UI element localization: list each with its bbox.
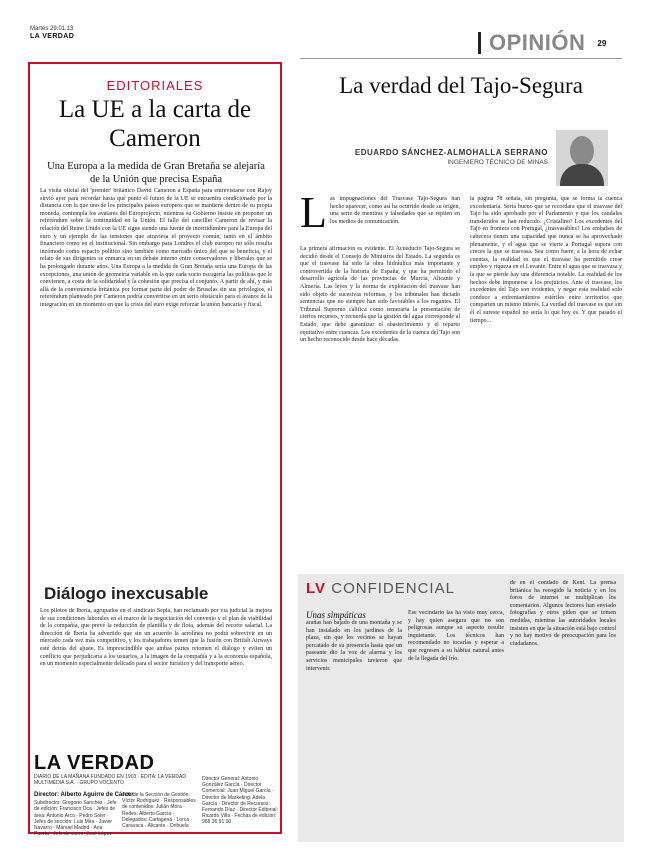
page-number: 29 <box>597 38 607 48</box>
article-column-1: La primera afirmación es evidente. El Acueducto Tajo-Segura se decidió desde el Consejo de Ministros del Estado. La segunda es que el trasvase ha sido la obra hidráulica más importante y controvertida de la historia de España, y que ha permitido el desarrollo agrícola de las provincias de Murcia, Alicante y Almería. Las leyes y la norma de explotación del trasvase han sido objeto de sucesivas reformas, y los tribunales han dictado sentencias que no siempre han sido favorables a los regantes. El Tribunal Supremo califica como temeraria la presentación de ciertos recursos, y recuerda que la gestión del agua corresponde al Estado, que debe garantizar el abastecimiento y el reparto equitativo entre cuencas. Los excedentes de la cuenca del Tajo son un hecho reconocido desde hace décadas. <box>300 246 460 344</box>
editorial-subheading: Diálogo inexcusable <box>44 584 209 603</box>
editorial-title: La UE a la carta de Cameron <box>58 96 252 152</box>
masthead-paper: LA VERDAD <box>30 32 75 40</box>
director-line: Director: Alberto Aguirre de Cárcer <box>34 792 134 798</box>
author-photo <box>556 130 608 186</box>
credits-col-1 <box>34 792 134 838</box>
confidencial-label: CONFIDENCIAL <box>331 580 455 597</box>
confidencial-brand <box>306 580 455 597</box>
confidencial-column-2: Ese vecindario las ha visto muy cerca, y hay quien asegura que no son peligrosas aunque su aspecto resulte inquietante. Los técnicos han recomendado no tocarlas y esperar a que regresen a su hábitat natural antes de la llegada del frío. <box>408 610 504 662</box>
section-name: OPINIÓN <box>489 30 586 55</box>
author-photo-body <box>560 164 604 186</box>
editorial-body: La visita oficial del 'premier' británico David Cameron a España para entrevistarse con Rajoy sirvió ayer para recordar hasta qué punto el futuro de la UE se encuentra condicionado por la distancia con la que uno de los principales países europeos que se mantiene dentro de su propia moneda, contempla los avatares del Europrojecto, mientras su Gobierno insiste en proponer un referéndum sobre la continuidad en la Unión. El fallo del canciller Cameron de revisar la relación del Reino Unido con la UE sigue siendo una fuente de incertidumbre para la Europa del euro y un ejemplo de las tensiones que atraviesa el proyecto común, tanto en el ámbito financiero como en el institucional. Sin embargo para Londres el club europeo no sólo resulta incómodo como espacio político sino también como mercado único del que se beneficia, y el relato de sus dirigentes se enmarca en un debate interno entre conservadores y liberales que se ha prolongado durante años. Una Europa a la medida de Gran Bretaña sería una Europa de las excepciones, una unión de geometría variable en la que cada socio escogería las políticas que le convienen, a costa de la solidaridad y la cohesión que precisa el conjunto. A partir de ahí, y más allá de la conveniencia británica por formar parte del poder de Bruselas sin sus privilegios, el referéndum planteado por Cameron podría convertirse en un serio obstáculo para el avance de la integración en un momento en que la crisis del euro exige reforzar la unión bancaria y fiscal. <box>40 188 272 308</box>
confidencial-heading: Unas simpáticas <box>306 610 366 620</box>
section-bar <box>478 32 481 54</box>
article-title: La verdad del Tajo-Segura <box>339 73 583 98</box>
editorial-subtitle: Una Europa a la medida de Gran Bretaña se alejaría de la Unión que precisa España <box>47 161 265 186</box>
credits-col-3: Director General: Antonio González García · Director Comercial: Juan Miguel García · Director de Marketing: Adela García · Director de Recursos: Fernando Díaz · Director Editorial: Ricardo Villa · Fechas de edición: 968 36 91 00 <box>202 776 278 826</box>
credits-text-1: Subdirector: Gregorio Sanchéz · Jefe de edición: Francisco Oca · Jefes de área: Antonio Arco · Pedro Soler · Jefes de sección: Luis Mira · Javier Navarro · Manuel Madrid · Ana Puerta · Jefe de cierre: José López <box>34 800 117 838</box>
editorial-body-2: Los pilotos de Iberia, agrupados en el sindicato Sepla, han reclamado por vía judicial la mejora de sus condiciones laborales en el marco de la negociación del convenio y el plan de viabilidad de la compañía, que prevé la reducción de plantilla y de flota, además del recorte salarial. La dirección de Iberia ha advertido que sin un acuerdo la aerolínea no podrá sobrevivir en un mercado cada vez más competitivo, y los trabajadores temen que la fusión con British Airways esté detrás del ajuste. Es imprescindible que ambas partes retomen el diálogo y eviten un conflicto que perjudicaría a los usuarios, a la imagen de la compañía y a la economía española, en un momento especialmente delicado para el sector turístico y del transporte aéreo. <box>40 608 272 668</box>
author-photo-head <box>570 136 594 166</box>
masthead <box>30 26 74 41</box>
section-header <box>478 30 628 56</box>
article-author: EDUARDO SÁNCHEZ-ALMOHALLA SERRANO <box>354 148 548 157</box>
article-column-2: la página 78 señala, sin pregunta, que se forma la cuenca excedentaria. Sería bueno que se recordara que el trasvase del Tajo ha sido aprobado por el Parlamento y que los caudales transferidos se han reducido. ¿Cristalino? Los excedentes del Tajo en frontera con Portugal, ¿trasvasables? Los embalses de cabecera tienen una capacidad que nunca se ha aprovechado plenamente, y el agua que se vierte a Portugal supera con creces la que se trasvasa. Sea como fuere, a la hora de echar cuentas, la realidad es que el trasvase ha permitido crear empleo y riqueza en el Levante. Entre el agua que se trasvasa y la que se pierde hay una diferencia notable. La realidad de los hechos debe imponerse a los prejuicios. Ante el trasvase, los excedentes del Tajo son evidentes, y negar esta realidad solo conduce a enfrentamientos estériles entre territorios que comparten un mismo interés. La verdad del trasvase es que sin él el sureste español no sería lo que hoy es. Y que pasado el tiempo... <box>470 196 622 324</box>
confidencial-text-1: arañas han bajado de una montaña y se han instalado en los jardines de la plaza, sin que los vecinos se hayan percatado de su presencia hasta que un paseante dio la voz de alarma y los servicios municipales tuvieron que intervenir. <box>306 620 402 672</box>
header-rule <box>300 58 622 59</box>
masthead-date: Martes 29.01.13 <box>30 26 74 32</box>
laverdad-tagline: DIARIO DE LA MAÑANA FUNDADO EN 1903 · EDITA: LA VERDAD MULTIMEDIA S.A. · GRUPO VOCENTO <box>34 774 186 786</box>
confidencial-lv: LV <box>306 580 327 597</box>
article-lead: as impugnaciones del Trasvase Tajo-Segura han hecho aparecer, como así ha ocurrido desde su origen, una serie de mentiras y falsedades que se repiten en los medios de comunicación. <box>330 196 460 225</box>
credits-col-2: Jefe de la Sección de Gestión: Víctor Rodríguez · Responsables de contenidos: Julián Mora · Redes: Alberto García · Delegados: Cartagena · Lorca · Caravaca · Alicante · Orihuela <box>122 792 196 830</box>
confidencial-column-1 <box>306 610 402 836</box>
article-dropcap: L <box>300 188 327 237</box>
article-author-title: INGENIERO TÉCNICO DE MINAS <box>447 159 548 166</box>
confidencial-box <box>298 574 624 842</box>
laverdad-logo: LA VERDAD <box>34 752 155 774</box>
confidencial-column-3: de en el condado de Kent. La prensa británica ha recogido la noticia y en los foros de internet se multiplican los comentarios. Algunos lectores han enviado fotografías y otros piden que se tomen medidas, mientras las autoridades locales insisten en que la situación está bajo control y no hay motivo de preocupación para los ciudadanos. <box>510 580 616 647</box>
editorial-box <box>28 62 282 838</box>
editorial-kicker: EDITORIALES <box>106 78 204 93</box>
